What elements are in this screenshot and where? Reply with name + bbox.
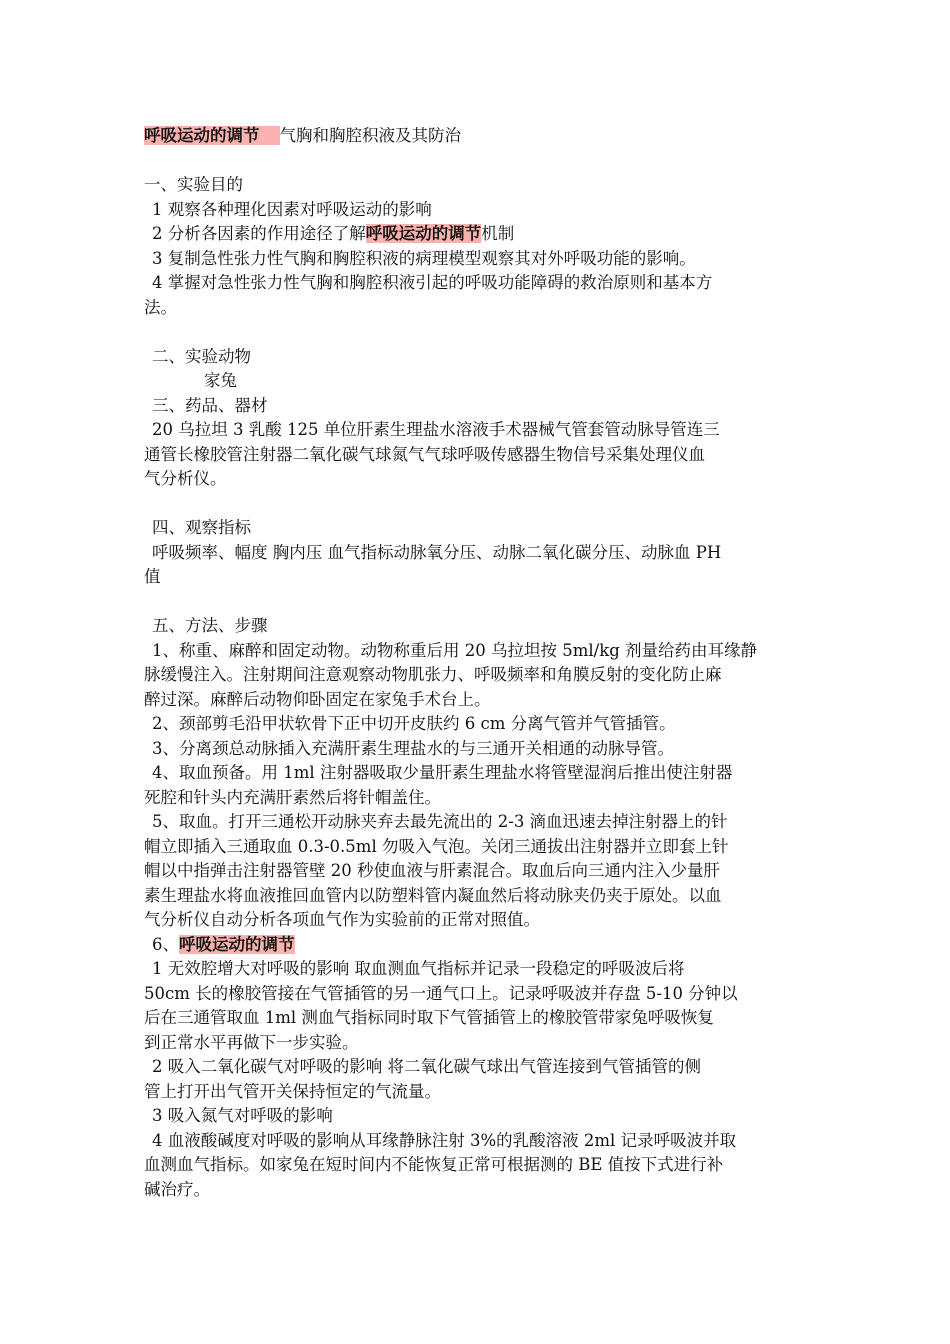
section-heading-methods: 五、方法、步骤 (152, 616, 268, 635)
purpose-item-3: 3 复制急性张力性气胸和胸腔积液的病理模型观察其对外呼吸功能的影响。 (152, 248, 696, 268)
substep-4: 4 血液酸碱度对呼吸的影响从耳缘静脉注射 3%的乳酸溶液 2ml 记录呼吸波并取 血测血气指标。如家兔在短时间内不能恢复正常可根据测的 BE 值按下式进行补 碱治疗。 (144, 1130, 737, 1199)
indicators-text: 呼吸频率、幅度 胸内压 血气指标动脉氧分压、动脉二氧化碳分压、动脉血 PH 值 (144, 542, 722, 586)
substep-1: 1 无效腔增大对呼吸的影响 取血测血气指标并记录一段稳定的呼吸波后将 50cm 长的橡胶管接在气管插管的另一通气口上。记录呼吸波并存盘 5-10 分钟以 后在三通管取血 1ml 测血气指标同时取下气管插管上的橡胶管带家兔呼吸恢复 到正常水平再做下一步实验。 (144, 959, 738, 1052)
document-page (144, 124, 816, 1202)
substep-2: 2 吸入二氧化碳气对呼吸的影响 将二氧化碳气球出气管连接到气管插管的侧 管上打开出气管开关保持恒定的气流量。 (144, 1057, 701, 1101)
method-step-1: 1、称重、麻醉和固定动物。动物称重后用 20 乌拉坦按 5ml/kg 剂量给药由耳缘静 脉缓慢注入。注射期间注意观察动物肌张力、呼吸频率和角膜反射的变化防止麻 醉过深。麻醉后动物仰卧固定在家兔手术台上。 (144, 640, 758, 709)
title-rest: 气胸和胸腔积液及其防治 (279, 126, 461, 145)
section-heading-indicators: 四、观察指标 (152, 518, 251, 537)
section-heading-materials: 三、药品、器材 (152, 395, 268, 415)
purpose-item-4: 4 掌握对急性张力性气胸和胸腔积液引起的呼吸功能障碍的救治原则和基本方 法。 (144, 273, 713, 317)
materials-text: 20 乌拉坦 3 乳酸 125 单位肝素生理盐水溶液手术器械气管套管动脉导管连三 通管长橡胶管注射器二氧化碳气球氮气气球呼吸传感器生物信号采集处理仪血 气分析仪。 (144, 420, 720, 488)
purpose-item-2: 2 分析各因素的作用途径了解呼吸运动的调节机制 (152, 224, 515, 243)
animal-name: 家兔 (204, 371, 237, 390)
section-heading-animal: 二、实验动物 (152, 346, 251, 366)
substep-3: 3 吸入氮气对呼吸的影响 (152, 1106, 333, 1125)
purpose-item-1: 1 观察各种理化因素对呼吸运动的影响 (152, 199, 432, 219)
method-step-4: 4、取血预备。用 1ml 注射器吸取少量肝素生理盐水将管壁湿润后推出使注射器 死腔和针头内充满肝素然后将针帽盖住。 (144, 763, 733, 807)
highlighted-keyword: 呼吸运动的调节 (179, 934, 295, 954)
method-step-3: 3、分离颈总动脉插入充满肝素生理盐水的与三通开关相通的动脉导管。 (152, 738, 674, 758)
method-step-2: 2、颈部剪毛沿甲状软骨下正中切开皮肤约 6 cm 分离气管并气管插管。 (152, 714, 676, 733)
method-step-6: 6、呼吸运动的调节 (152, 934, 295, 954)
section-heading-purpose: 一、实验目的 (144, 175, 243, 194)
document-title (144, 124, 816, 149)
highlighted-keyword: 呼吸运动的调节 (365, 224, 482, 243)
method-step-5: 5、取血。打开三通松开动脉夹弃去最先流出的 2-3 滴血迅速去掉注射器上的针 帽立即插入三通取血 0.3-0.5ml 勿吸入气泡。关闭三通拔出注射器并立即套上针 帽以中指弹击注射器管壁 20 秒使血液与肝素混合。取血后向三通内注入少量肝 素生理盐水将血液推回血管内以防塑料管内凝血然后将动脉夹仍夹于原处。以血 气分析仪自动分析各项血气作为实验前的正常对照值。 (144, 812, 729, 929)
highlighted-keyword: 呼吸运动的调节 (144, 126, 280, 145)
